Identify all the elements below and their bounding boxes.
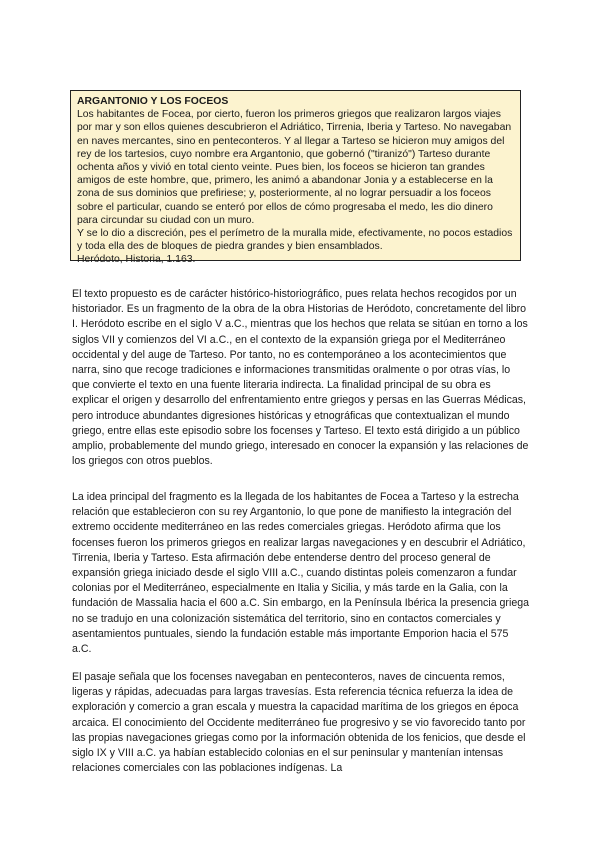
source-text-paragraph: Y se lo dio a discreción, pes el perímetro de la muralla mide, efectivamente, no pocos estadios y toda ella des de bloques de piedra grandes y bien ensamblados. [77, 228, 513, 253]
source-text-box [70, 90, 521, 266]
source-citation: Heródoto, Historia, 1.163. [77, 254, 196, 266]
source-text-paragraph: Los habitantes de Focea, por cierto, fueron los primeros griegos que realizaron largos viajes por mar y son ellos quienes descubrieron el Adriático, Tirrenia, Iberia y Tarteso. No navegaban en naves mercantes, sino en penteconteros. Y al llegar a Tarteso se hicieron muy amigos del rey de los tartesios, cuyo nombre era Argantonio, que gobernó ("tiranizó") Tarteso durante ochenta años y vivió en total ciento veinte. Pues bien, los foceos se hicieron tan grandes amigos de este hombre, que, primero, les animó a abandonar Jonia y a establecerse en la zona de sus dominios que prefiriese; y, posteriormente, al no lograr persuadir a los foceos sobre el particular, cuando se enteró por ellos de cómo progresaba el medo, les dio dinero para circundar su ciudad con un muro. [77, 109, 512, 226]
source-text-title: ARGANTONIO Y LOS FOCEOS [77, 96, 229, 107]
commentary-paragraph-1: El texto propuesto es de carácter histórico-historiográfico, pues relata hechos recogidos por un historiador. Es un fragmento de la obra de la obra Historias de Heródoto, concretamente del libro I. Heródoto escribe en el siglo V a.C., mientras que los hechos que relata se sitúan en torno a los siglos VII y comienzos del VI a.C., en el contexto de la expansión griega por el Mediterráneo occidental y del auge de Tarteso. Por tanto, no es contemporáneo a los acontecimientos que narra, sino que recoge tradiciones e informaciones transmitidas oralmente o por otras vías, lo que convierte el texto en una fuente literaria indirecta. La finalidad principal de su obra es explicar el origen y desarrollo del enfrentamiento entre griegos y persas en las Guerras Médicas, pero introduce abundantes digresiones históricas y etnográficas que contextualizan el mundo griego, entre ellas este episodio sobre los focenses y Tarteso. El texto está dirigido a un público amplio, probablemente del mundo griego, interesado en conocer la expansión y las relaciones de los griegos con otros pueblos. [72, 288, 529, 468]
commentary-paragraph-2: La idea principal del fragmento es la llegada de los habitantes de Focea a Tarteso y la estrecha relación que establecieron con su rey Argantonio, lo que pone de manifiesto la integración del extremo occidente mediterráneo en las redes comerciales griegas. Heródoto afirma que los focenses fueron los primeros griegos en realizar largas navegaciones y en descubrir el Adriático, Tirrenia, Iberia y Tarteso. Esta afirmación debe entenderse dentro del proceso general de expansión griega iniciado desde el siglo VIII a.C., cuando distintas poleis comenzaron a fundar colonias por el Mediterráneo, especialmente en Italia y Sicilia, y más tarde en la Galia, con la fundación de Massalia hacia el 600 a.C. Sin embargo, en la Península Ibérica la presencia griega no se tradujo en una colonización sistemática del territorio, sino en contactos comerciales y asentamientos puntuales, siendo la fundación estable más importante Emporion hacia el 575 a.C. [72, 491, 529, 656]
commentary-paragraph-3: El pasaje señala que los focenses navegaban en penteconteros, naves de cincuenta remos, ligeras y rápidas, adecuadas para largas travesías. Esta referencia técnica refuerza la idea de exploración y comercio a gran escala y muestra la capacidad marítima de los griegos en época arcaica. El conocimiento del Occidente mediterráneo fue progresivo y se vio favorecido tanto por las propias navegaciones griegas como por la información obtenida de los fenicios, que desde el siglo IX y VIII a.C. ya habían establecido colonias en el sur peninsular y mantenían intensas relaciones comerciales con las poblaciones indígenas. La [72, 671, 526, 775]
